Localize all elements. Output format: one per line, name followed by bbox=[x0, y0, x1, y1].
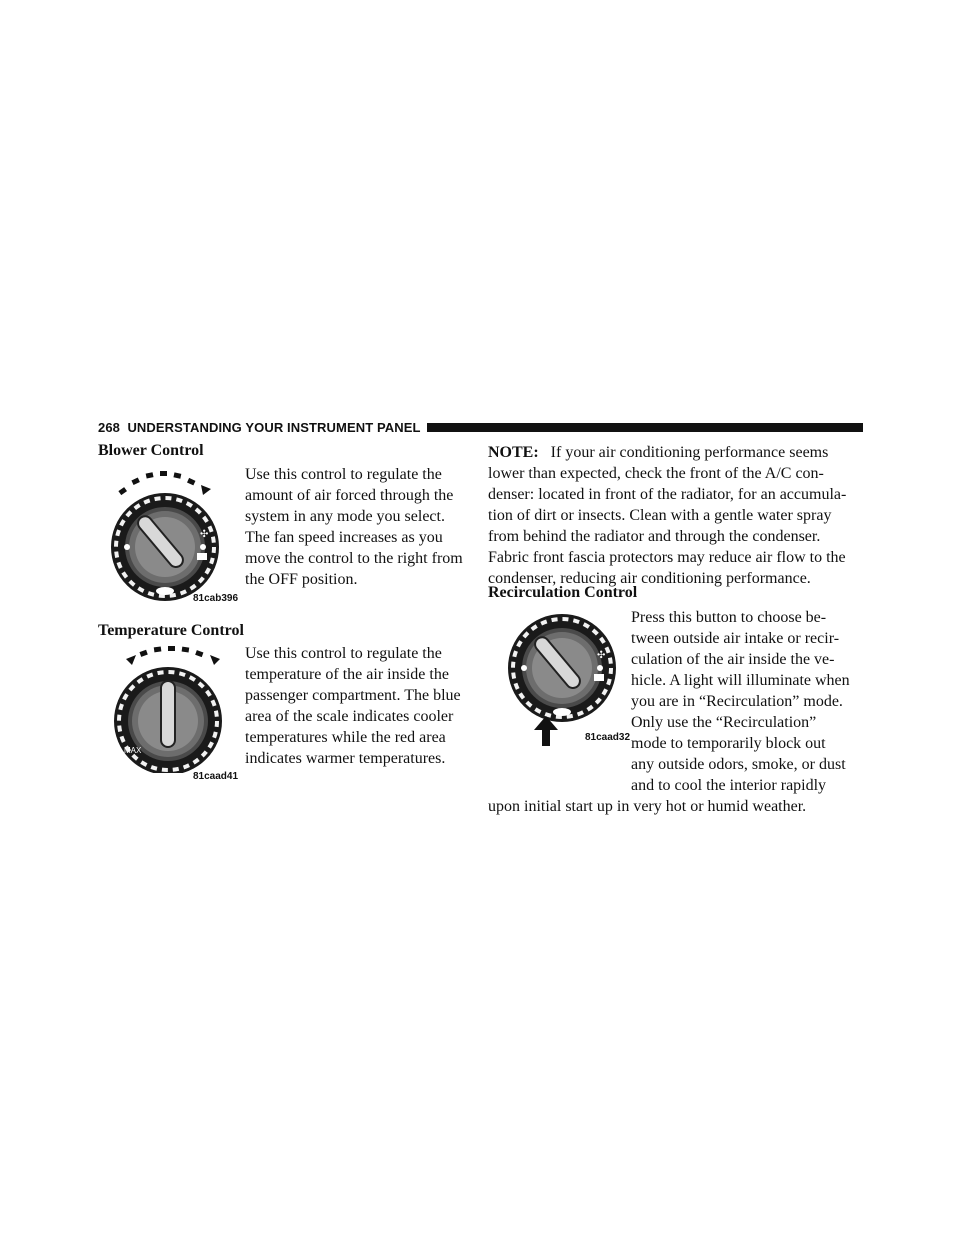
blower-text bbox=[245, 464, 463, 590]
temperature-text bbox=[245, 643, 463, 769]
note-line: condenser, reducing air conditioning performance. bbox=[488, 570, 811, 587]
blower-dial-figure bbox=[105, 465, 235, 605]
recirculation-line: mode to temporarily block out bbox=[631, 735, 826, 752]
recirculation-last-line: upon initial start up in very hot or humid weather. bbox=[488, 798, 807, 815]
note-first-line bbox=[488, 442, 863, 463]
temperature-dial-figure bbox=[110, 643, 240, 773]
page-number: 268 bbox=[98, 419, 120, 435]
blower-line: move the control to the right from bbox=[245, 550, 463, 567]
temperature-heading: Temperature Control bbox=[98, 622, 244, 639]
recirculation-line: you are in “Recirculation” mode. bbox=[631, 693, 843, 710]
recirculation-line: culation of the air inside the ve- bbox=[631, 651, 835, 668]
fan-icon: ✣ bbox=[597, 650, 606, 661]
temperature-line: temperature of the air inside the bbox=[245, 666, 449, 683]
temperature-figure-label: 81caad41 bbox=[193, 771, 239, 782]
blower-line: the OFF position. bbox=[245, 571, 358, 588]
recirculation-heading: Recirculation Control bbox=[488, 584, 638, 601]
temperature-line: indicates warmer temperatures. bbox=[245, 750, 446, 767]
page-header-text bbox=[98, 420, 427, 435]
max-label: MAX bbox=[124, 746, 142, 755]
temperature-line: passenger compartment. The blue bbox=[245, 687, 461, 704]
note-line: lower than expected, check the front of the A/C con- bbox=[488, 465, 824, 482]
blower-heading: Blower Control bbox=[98, 442, 204, 459]
temperature-line: Use this control to regulate the bbox=[245, 645, 442, 662]
recirculation-line: Press this button to choose be- bbox=[631, 609, 827, 626]
recirculation-line: tween outside air intake or recir- bbox=[631, 630, 840, 647]
recirculation-line: hicle. A light will illuminate when bbox=[631, 672, 850, 689]
note-line: tion of dirt or insects. Clean with a gentle water spray bbox=[488, 507, 832, 524]
note-line: from behind the radiator and through the condenser. bbox=[488, 528, 821, 545]
blower-figure-label: 81cab396 bbox=[193, 593, 239, 604]
page-header bbox=[98, 419, 863, 435]
recirculation-figure-label: 81caad32 bbox=[585, 732, 631, 743]
note-text bbox=[488, 442, 863, 589]
recirculation-dial-figure bbox=[500, 608, 630, 748]
blower-line: amount of air forced through the bbox=[245, 487, 454, 504]
blower-line: The fan speed increases as you bbox=[245, 529, 443, 546]
recirculation-line: and to cool the interior rapidly bbox=[631, 777, 827, 794]
note-label: NOTE: bbox=[488, 444, 539, 461]
note-line: denser: located in front of the radiator, for an accumula- bbox=[488, 486, 847, 503]
recirculation-text bbox=[631, 607, 863, 796]
temperature-line: temperatures while the red area bbox=[245, 729, 446, 746]
section-title: UNDERSTANDING YOUR INSTRUMENT PANEL bbox=[127, 419, 421, 435]
blower-line: Use this control to regulate the bbox=[245, 466, 442, 483]
recirculation-line: any outside odors, smoke, or dust bbox=[631, 756, 846, 773]
blower-line: system in any mode you select. bbox=[245, 508, 445, 525]
header-rule bbox=[427, 423, 863, 432]
note-line: Fabric front fascia protectors may reduce air flow to the bbox=[488, 549, 846, 566]
fan-icon: ✣ bbox=[200, 529, 209, 540]
recirculation-line: Only use the “Recirculation” bbox=[631, 714, 817, 731]
note-line: If your air conditioning performance seems bbox=[550, 444, 829, 461]
temperature-line: area of the scale indicates cooler bbox=[245, 708, 454, 725]
